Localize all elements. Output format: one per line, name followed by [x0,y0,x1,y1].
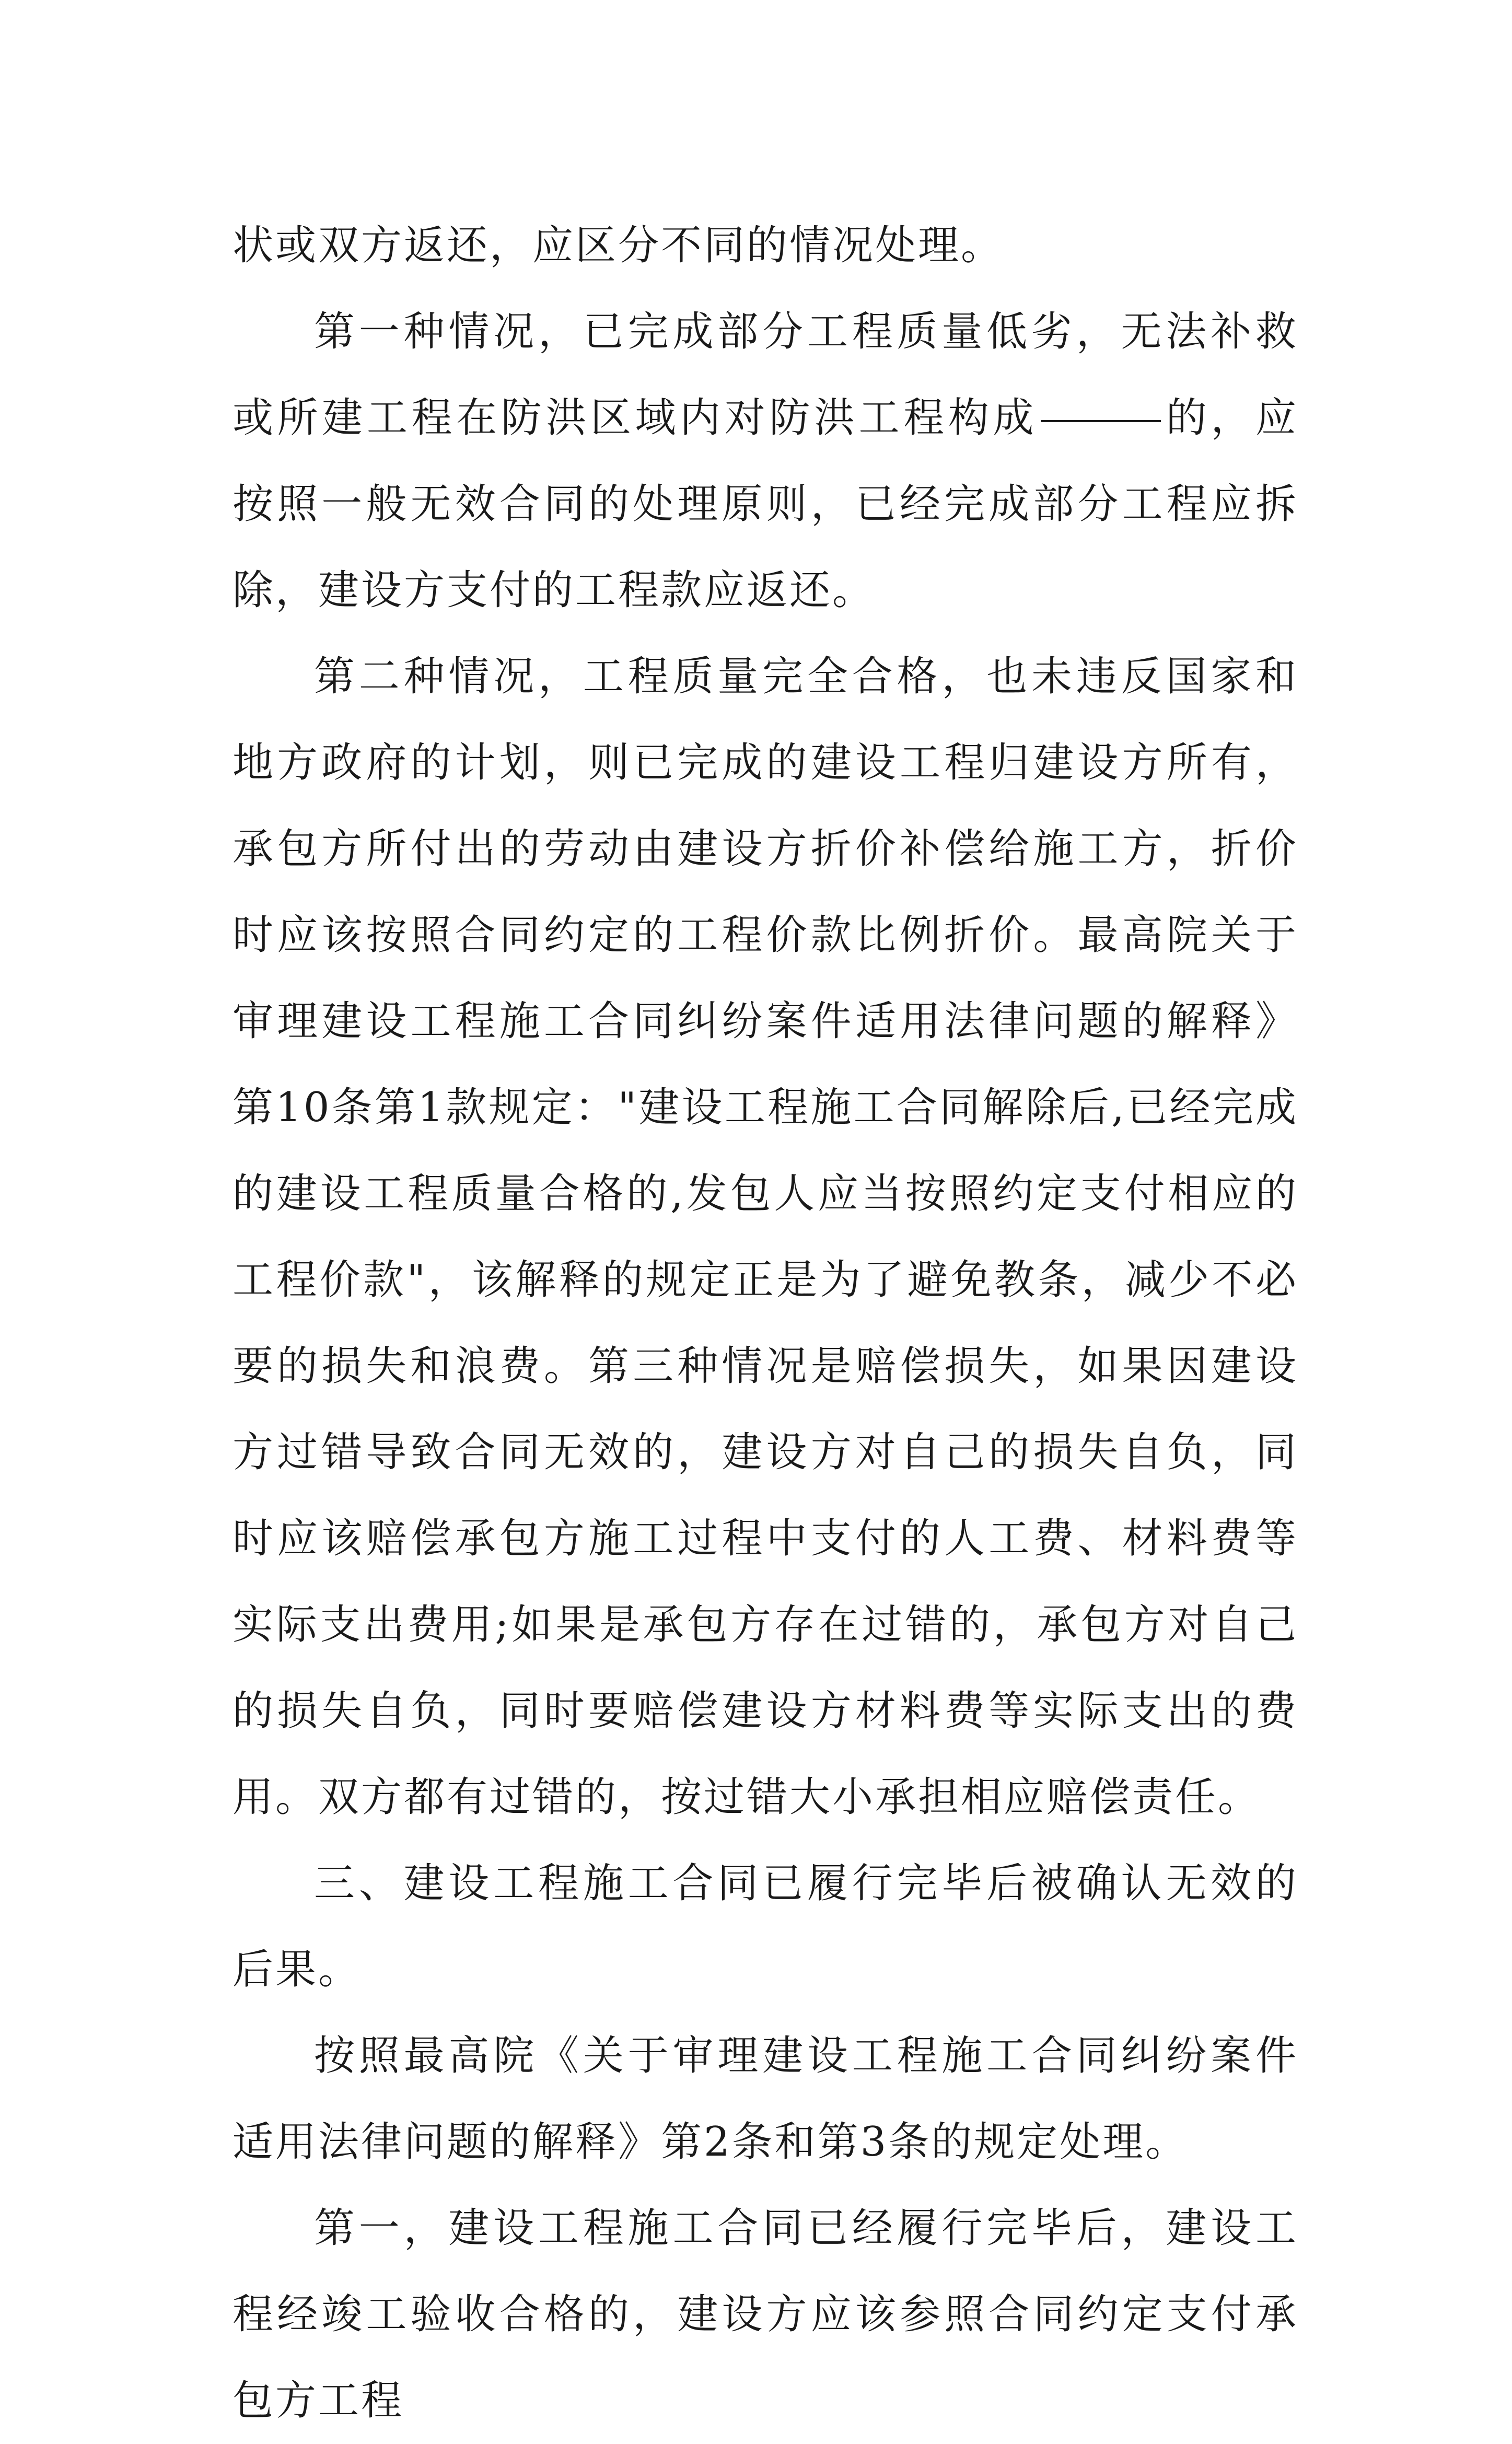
fill-in-blank [1041,420,1161,422]
paragraph-first-point: 第一，建设工程施工合同已经履行完毕后，建设工程经竣工验收合格的，建设方应该参照合同约定支付承包方工程 [232,2205,1298,2424]
paragraph-legal-basis: 按照最高院《关于审理建设工程施工合同纠纷案件适用法律问题的解释》第2条和第3条的规定处理。 [232,2032,1298,2166]
paragraph-first-situation-part2: 的，应按照一般无效合同的处理原则，已经完成部分工程应拆除，建设方支付的工程款应返还。 [232,394,1298,614]
section-heading-three: 三、建设工程施工合同已履行完毕后被确认无效的后果。 [232,1860,1298,1993]
document-body [232,203,1298,2444]
paragraph-second-situation: 第二种情况，工程质量完全合格，也未违反国家和地方政府的计划，则已完成的建设工程归建设方所有，承包方所付出的劳动由建设方折价补偿给施工方，折价时应该按照合同约定的工程价款比例折价。最高院关于审理建设工程施工合同纠纷案件适用法律问题的解释》第10条第1款规定："建设工程施工合同解除后,已经完成的建设工程质量合格的,发包人应当按照约定支付相应的工程价款"，该解释的规定正是为了避免教条，减少不必要的损失和浪费。第三种情况是赔偿损失，如果因建设方过错导致合同无效的，建设方对自己的损失自负，同时应该赔偿承包方施工过程中支付的人工费、材料费等实际支出费用;如果是承包方存在过错的，承包方对自己的损失自负，同时要赔偿建设方材料费等实际支出的费用。双方都有过错的，按过错大小承担相应赔偿责任。 [232,653,1298,1821]
paragraph-first-situation-part1: 第一种情况，已完成部分工程质量低劣，无法补救或所建工程在防洪区域内对防洪工程构成 [232,308,1298,441]
paragraph-continuation: 状或双方返还，应区分不同的情况处理。 [232,222,1004,269]
paragraph-first-situation [232,289,1298,634]
